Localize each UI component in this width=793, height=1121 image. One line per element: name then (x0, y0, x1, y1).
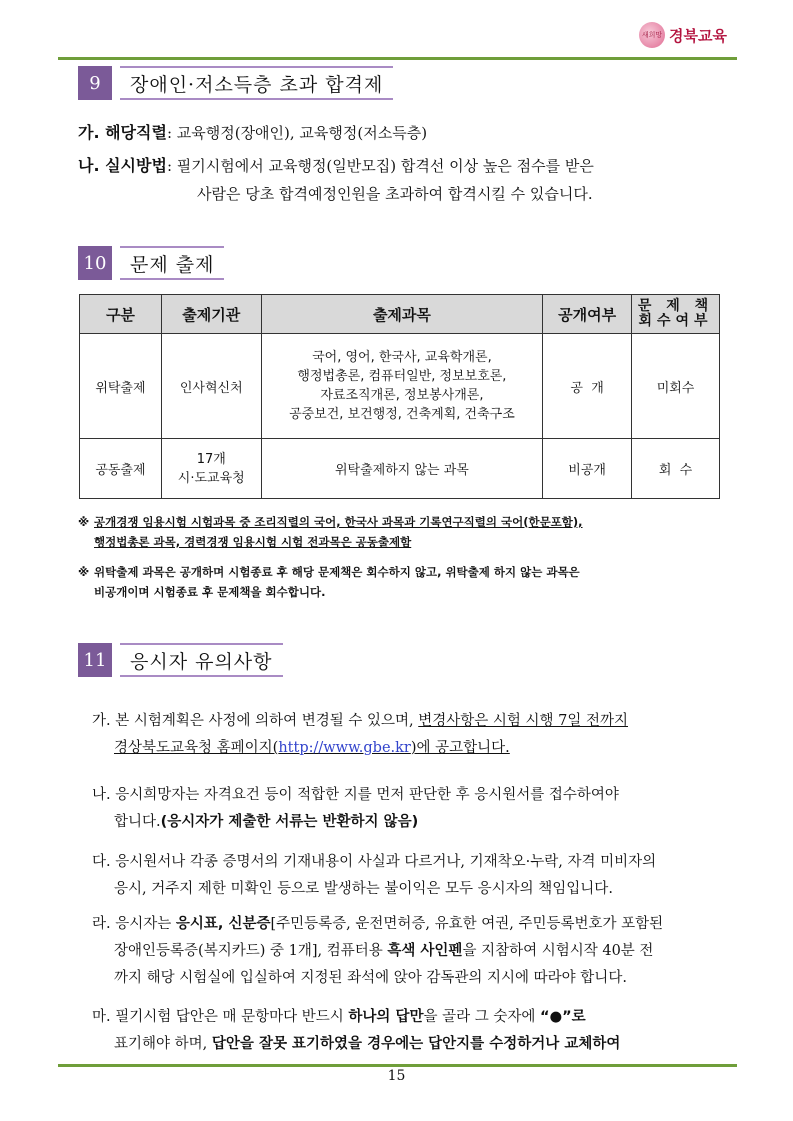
section-10-heading (78, 246, 224, 280)
section-title: 장애인·저소득층 초과 합격제 (120, 66, 393, 100)
header-logo (639, 22, 727, 48)
item-label: 나. 실시방법 (78, 156, 167, 175)
section-11-heading (78, 643, 283, 677)
s9-item-ga (78, 119, 427, 147)
item-underlined-text: 경상북도교육청 홈페이지( (114, 740, 279, 756)
table-cell: 회 수 (632, 439, 720, 499)
note-mark: ※ (78, 565, 90, 579)
note-text: 행정법총론 과목, 경력경쟁 임용시험 시험 전과목은 공동출제함 (94, 535, 412, 549)
table-cell: 비공개 (543, 439, 632, 499)
section-title: 문제 출제 (120, 246, 224, 280)
item-text: 다. 응시원서나 각종 증명서의 기재내용이 사실과 다르거나, 기재착오·누락, 자격 미비자의 (92, 854, 657, 870)
item-bold-text: 하나의 답만 (348, 1009, 424, 1025)
table-cell: 공동출제 (80, 439, 162, 499)
table-cell: 인사혁신처 (161, 334, 261, 439)
note-1 (78, 512, 720, 552)
table-cell (161, 439, 261, 499)
table-cell: 위탁출제하지 않는 과목 (261, 439, 542, 499)
item-text: 합니다. (114, 814, 161, 830)
header-cell: 출제기관 (161, 295, 261, 334)
logo-mark-text: 새희망 (641, 31, 663, 39)
header-cell: 공개여부 (543, 295, 632, 334)
note-text: 비공개이며 시험종료 후 문제책을 회수합니다. (94, 585, 326, 599)
page-number: 15 (387, 1068, 406, 1084)
header-cell: 구분 (80, 295, 162, 334)
item-bold-text: 흑색 사인펜 (387, 943, 463, 959)
header-cell-line: 회수여부 (638, 313, 713, 329)
header-cell (632, 295, 720, 334)
table-cell: 미회수 (632, 334, 720, 439)
s11-item-na (92, 782, 619, 836)
note-2 (78, 562, 720, 602)
section-number: 9 (78, 66, 112, 100)
item-text: 라. 응시자는 (92, 916, 176, 932)
item-bold-text: (응시자가 제출한 서류는 반환하지 않음) (160, 814, 419, 830)
footer-rule (58, 1064, 737, 1067)
homepage-link[interactable]: http://www.gbe.kr (278, 740, 411, 756)
s11-item-ga (92, 708, 628, 762)
exam-source-table (79, 294, 720, 499)
table-cell: 위탁출제 (80, 334, 162, 439)
s11-item-da (92, 849, 656, 903)
section-title: 응시자 유의사항 (120, 643, 283, 677)
item-text: 가. 본 시험계획은 사정에 의하여 변경될 수 있으며, (92, 713, 419, 729)
note-text: 위탁출제 과목은 공개하며 시험종료 후 해당 문제책은 회수하지 않고, 위탁출제 하지 않는 과목은 (94, 565, 580, 579)
logo-text: 경북교육 (669, 26, 727, 45)
logo-emblem-icon (639, 22, 665, 48)
item-label: 가. 해당직렬 (78, 123, 167, 142)
table-cell: 공 개 (543, 334, 632, 439)
section-number: 10 (78, 246, 112, 280)
header-rule (58, 57, 737, 60)
s11-item-ma (92, 1004, 620, 1058)
table-header-row (80, 295, 720, 334)
item-text: 나. 응시희망자는 자격요건 등이 적합한 지를 먼저 판단한 후 응시원서를 접수하여야 (92, 787, 619, 803)
table-row (80, 439, 720, 499)
section-9-heading (78, 66, 393, 100)
subject-line: 자료조직개론, 정보봉사개론, (320, 388, 484, 403)
item-text: 표기해야 하며, (114, 1036, 212, 1052)
item-text: 을 지참하여 시험시작 40분 전 (462, 943, 654, 959)
item-text: : 필기시험에서 교육행정(일반모집) 합격선 이상 높은 점수를 받은 (166, 157, 594, 175)
table-cell-subjects (261, 334, 542, 439)
item-text: 사람은 당초 합격예정인원을 초과하여 합격시킬 수 있습니다. (197, 185, 593, 203)
header-cell-line: 문 제 책 (637, 298, 714, 314)
item-text: 마. 필기시험 답안은 매 문항마다 반드시 (92, 1009, 349, 1025)
subject-line: 행정법총론, 컴퓨터일반, 정보보호론, (297, 369, 507, 384)
item-text: : 교육행정(장애인), 교육행정(저소득층) (166, 124, 428, 142)
agency-line: 시·도교육청 (177, 470, 245, 486)
s11-item-ra (92, 911, 663, 992)
subject-line: 공중보건, 보건행정, 건축계획, 건축구조 (289, 407, 515, 422)
item-bold-text: “●”로 (539, 1009, 586, 1025)
item-bold-text: 응시표, 신분증 (175, 916, 271, 932)
item-text: 까지 해당 시험실에 입실하여 지정된 좌석에 앉아 감독관의 지시에 따라야 합니다. (114, 970, 627, 986)
s9-item-na (78, 152, 594, 180)
header-cell: 출제과목 (261, 295, 542, 334)
note-text: 공개경쟁 임용시험 시험과목 중 조리직렬의 국어, 한국사 과목과 기록연구직렬의 국어(한문포함), (94, 515, 583, 529)
item-bold-text: 답안을 잘못 표기하였을 경우에는 답안지를 수정하거나 교체하여 (211, 1036, 621, 1052)
item-underlined-text: 변경사항은 시험 시행 7일 전까지 (418, 713, 628, 729)
section-number: 11 (78, 643, 112, 677)
item-text: 장애인등록증(복지카드) 중 1개], 컴퓨터용 (114, 943, 388, 959)
note-mark: ※ (78, 515, 90, 529)
item-text: 응시, 거주지 제한 미확인 등으로 발생하는 불이익은 모두 응시자의 책임입니다. (114, 881, 613, 897)
subject-line: 국어, 영어, 한국사, 교육학개론, (312, 350, 492, 365)
table-row (80, 334, 720, 439)
item-text: [주민등록증, 운전면허증, 유효한 여권, 주민등록번호가 포함된 (270, 916, 664, 932)
s9-item-na-cont (197, 180, 593, 208)
agency-line: 17개 (196, 451, 226, 467)
item-underlined-text: )에 공고합니다. (410, 740, 510, 756)
item-text: 을 골라 그 숫자에 (423, 1009, 540, 1025)
